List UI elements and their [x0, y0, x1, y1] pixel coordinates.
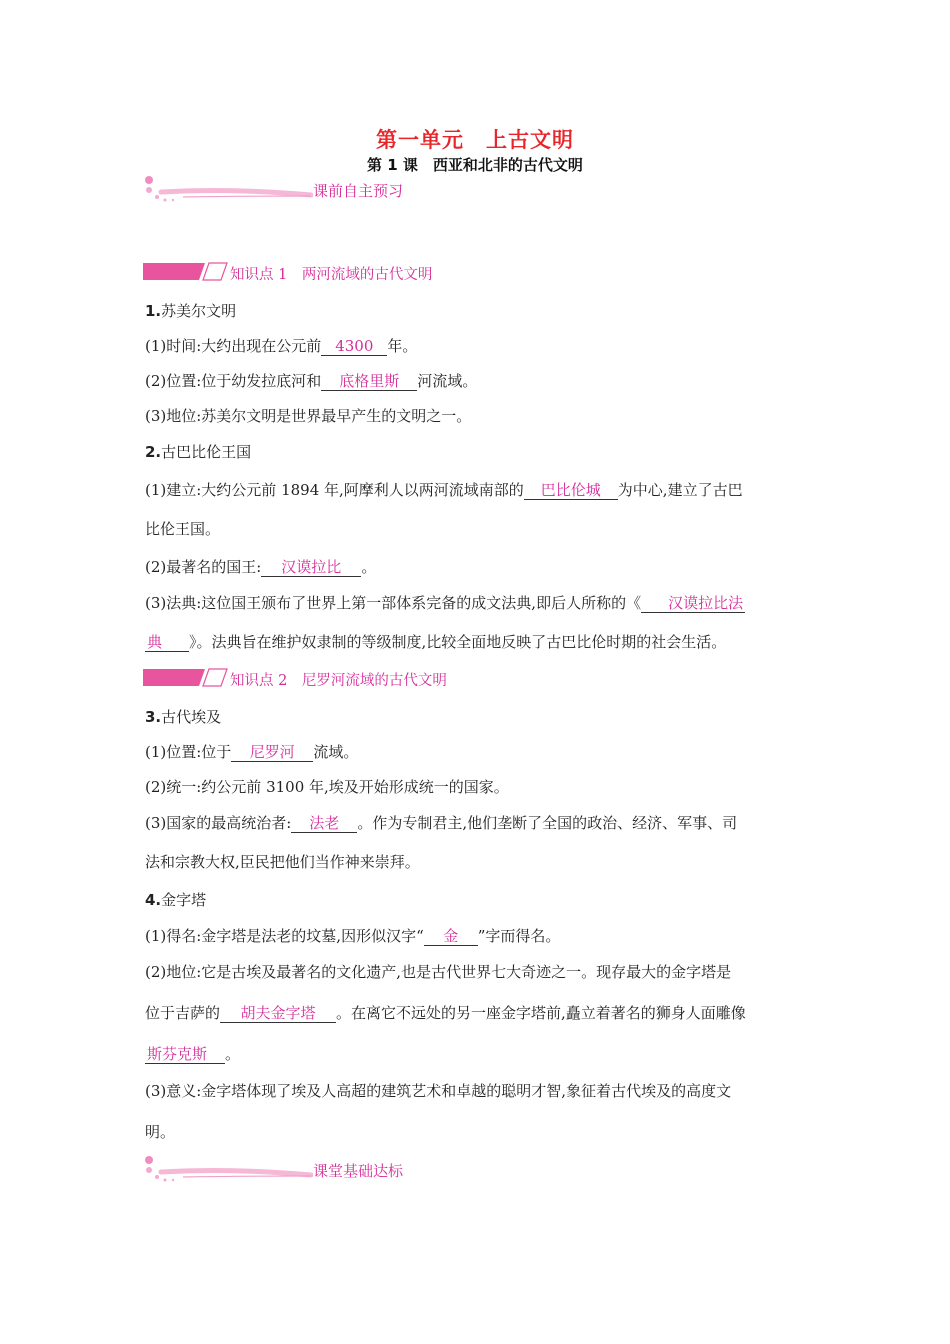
text: (1)时间:大约出现在公元前 — [145, 337, 322, 355]
text: 。 — [361, 558, 377, 576]
text: ”字而得名。 — [477, 927, 561, 945]
babylon-founding — [145, 479, 743, 500]
pyramid-meaning-cont: 明。 — [145, 1123, 176, 1141]
item-number: 1. — [145, 302, 162, 320]
answer-blank — [145, 633, 189, 652]
unit-title: 第一单元 上古文明 — [376, 128, 574, 152]
answer-text: 法老 — [309, 814, 340, 832]
text: 位于吉萨的 — [145, 1004, 221, 1022]
answer-blank — [291, 814, 357, 833]
heading-babylon — [145, 441, 251, 462]
text: (2)最著名的国王: — [145, 558, 262, 576]
answer-blank — [321, 337, 387, 356]
text: (1)建立:大约公元前 1894 年,阿摩利人以两河流域南部的 — [145, 481, 524, 499]
answer-blank — [145, 1045, 225, 1064]
lesson-title: 第 1 课 西亚和北非的古代文明 — [367, 156, 583, 174]
answer-text: 底格里斯 — [339, 372, 400, 390]
knowledge-point-label: 知识点 1 两河流域的古代文明 — [230, 267, 433, 283]
answer-text: 胡夫金字塔 — [240, 1004, 316, 1022]
answer-blank — [231, 743, 313, 762]
banner-decoration-icon — [143, 1156, 313, 1186]
pyramid-naming — [145, 925, 560, 946]
text: 。在离它不远处的另一座金字塔前,矗立着著名的狮身人面雕像 — [336, 1004, 746, 1022]
text: (3)国家的最高统治者: — [145, 814, 292, 832]
babylon-founding-cont: 比伦王国。 — [145, 520, 221, 538]
heading-sumer — [145, 300, 236, 321]
answer-text: 斯芬克斯 — [147, 1045, 208, 1063]
answer-text: 金 — [443, 927, 459, 945]
banner-decoration-icon — [143, 176, 313, 206]
egypt-ruler-cont: 法和宗教大权,臣民把他们当作神来崇拜。 — [145, 853, 420, 871]
answer-text: 尼罗河 — [249, 743, 295, 761]
knowledge-point-label: 知识点 2 尼罗河流域的古代文明 — [230, 673, 447, 689]
text: (1)得名:金字塔是法老的坟墓,因形似汉字“ — [145, 927, 424, 945]
answer-text: 巴比伦城 — [540, 481, 601, 499]
answer-blank — [220, 1004, 336, 1023]
heading-text: 苏美尔文明 — [161, 302, 237, 320]
answer-blank — [261, 558, 361, 577]
text: 年。 — [387, 337, 418, 355]
heading-text: 金字塔 — [161, 891, 207, 909]
answer-blank — [524, 481, 618, 500]
heading-text: 古代埃及 — [161, 708, 222, 726]
answer-blank — [641, 594, 745, 613]
egypt-unification: (2)统一:约公元前 3100 年,埃及开始形成统一的国家。 — [145, 778, 509, 796]
banner-label: 课前自主预习 — [313, 182, 404, 200]
text: 。作为专制君主,他们垄断了全国的政治、经济、军事、司 — [357, 814, 738, 832]
text: 河流域。 — [417, 372, 478, 390]
pyramid-sphinx — [145, 1043, 240, 1064]
item-number: 3. — [145, 708, 162, 726]
babylon-code-cont — [145, 631, 726, 652]
answer-text: 汉谟拉比 — [281, 558, 342, 576]
answer-text: 典 — [147, 633, 163, 651]
text: (3)法典:这位国王颁布了世界上第一部体系完备的成文法典,即后人所称的《 — [145, 594, 642, 612]
answer-text: 4300 — [335, 337, 374, 355]
text: 。 — [225, 1045, 241, 1063]
heading-pyramid — [145, 889, 206, 910]
heading-egypt — [145, 706, 221, 727]
knowledge-bar-icon — [143, 668, 229, 688]
egypt-ruler — [145, 812, 737, 833]
text: (1)位置:位于 — [145, 743, 232, 761]
sumer-status: (3)地位:苏美尔文明是世界最早产生的文明之一。 — [145, 407, 472, 425]
egypt-location — [145, 741, 358, 762]
babylon-king — [145, 556, 376, 577]
answer-blank — [424, 927, 478, 946]
text: 为中心,建立了古巴 — [617, 481, 743, 499]
answer-text: 汉谟拉比法 — [668, 594, 744, 612]
pyramid-status-cont — [145, 1002, 746, 1023]
text: (2)位置:位于幼发拉底河和 — [145, 372, 322, 390]
answer-blank — [321, 372, 417, 391]
babylon-code — [145, 592, 745, 613]
banner-label: 课堂基础达标 — [313, 1162, 404, 1180]
sumer-time — [145, 335, 417, 356]
pyramid-status: (2)地位:它是古埃及最著名的文化遗产,也是古代世界七大奇迹之一。现存最大的金字塔是 — [145, 963, 732, 981]
heading-text: 古巴比伦王国 — [161, 443, 252, 461]
pyramid-meaning: (3)意义:金字塔体现了埃及人高超的建筑艺术和卓越的聪明才智,象征着古代埃及的高度文 — [145, 1082, 732, 1100]
item-number: 2. — [145, 443, 162, 461]
knowledge-bar-icon — [143, 262, 229, 282]
text: 》。法典旨在维护奴隶制的等级制度,比较全面地反映了古巴比伦时期的社会生活。 — [189, 633, 727, 651]
sumer-location — [145, 370, 477, 391]
item-number: 4. — [145, 891, 162, 909]
text: 流域。 — [313, 743, 359, 761]
